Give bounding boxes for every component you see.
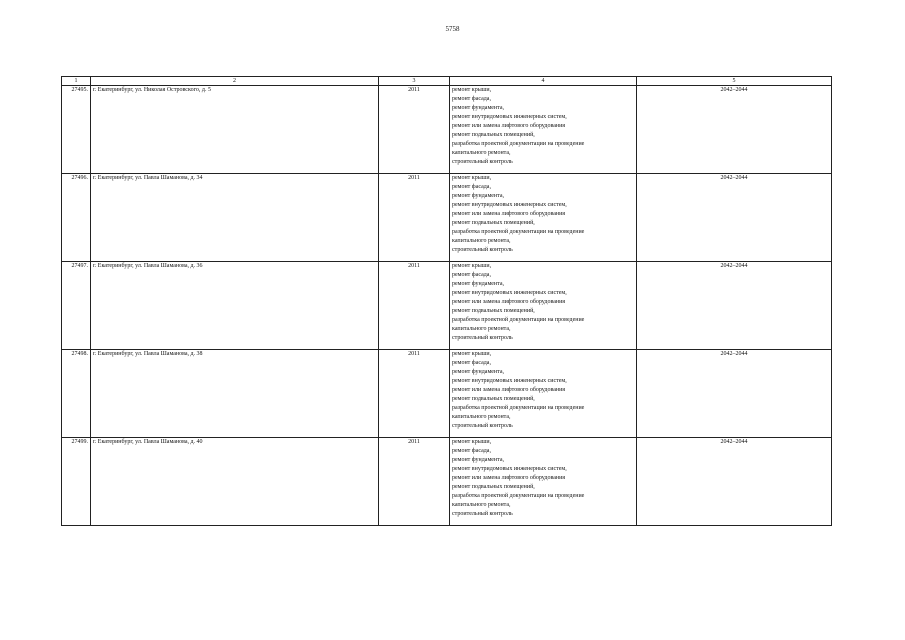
work-item: ремонт крыши, xyxy=(452,87,492,93)
works-cell xyxy=(450,174,637,262)
work-item: ремонт или замена лифтового оборудования xyxy=(452,123,566,130)
work-item: ремонт крыши, xyxy=(452,175,492,181)
work-item: ремонт фундамента, xyxy=(452,281,504,288)
work-item: ремонт подвальных помещений, xyxy=(452,396,535,403)
repair-program-table xyxy=(61,76,832,526)
work-item: ремонт внутридомовых инженерных систем, xyxy=(452,290,567,297)
period-cell: 2042–2044 xyxy=(637,86,832,174)
row-number: 27499. xyxy=(62,438,91,526)
work-item: ремонт подвальных помещений, xyxy=(452,308,535,315)
address-cell: г. Екатеринбург, ул. Павла Шаманова, д. 36 xyxy=(91,262,379,350)
works-cell xyxy=(450,262,637,350)
work-item: ремонт или замена лифтового оборудования xyxy=(452,387,566,394)
work-item: капитального ремонта, xyxy=(452,150,511,157)
page-number: 5758 xyxy=(445,25,460,33)
work-item: ремонт фундамента, xyxy=(452,105,504,112)
work-item: капитального ремонта, xyxy=(452,414,511,421)
work-item: ремонт фасада, xyxy=(452,360,491,367)
row-number: 27495. xyxy=(62,86,91,174)
work-item: ремонт подвальных помещений, xyxy=(452,484,535,491)
work-item: ремонт фасада, xyxy=(452,272,491,279)
row-number: 27497. xyxy=(62,262,91,350)
address-cell: г. Екатеринбург, ул. Павла Шаманова, д. 34 xyxy=(91,174,379,262)
work-item: разработка проектной документации на проведение xyxy=(452,141,585,148)
work-item: ремонт фундамента, xyxy=(452,457,504,464)
work-item: ремонт фасада, xyxy=(452,184,491,191)
work-item: ремонт крыши, xyxy=(452,351,492,357)
work-item: ремонт фундамента, xyxy=(452,193,504,200)
period-cell: 2042–2044 xyxy=(637,350,832,438)
header-cell-2: 2 xyxy=(91,77,379,86)
header-row xyxy=(62,77,832,86)
work-item: ремонт фасада, xyxy=(452,448,491,455)
period-cell: 2042–2044 xyxy=(637,262,832,350)
works-cell xyxy=(450,350,637,438)
row-number: 27496. xyxy=(62,174,91,262)
header-cell-5: 5 xyxy=(637,77,832,86)
work-item: строительный контроль xyxy=(452,423,513,430)
work-item: ремонт внутридомовых инженерных систем, xyxy=(452,378,567,385)
work-item: капитального ремонта, xyxy=(452,326,511,333)
work-item: строительный контроль xyxy=(452,511,513,518)
work-item: строительный контроль xyxy=(452,247,513,254)
address-cell: г. Екатеринбург, ул. Павла Шаманова, д. 40 xyxy=(91,438,379,526)
work-item: ремонт подвальных помещений, xyxy=(452,220,535,227)
work-item: капитального ремонта, xyxy=(452,238,511,245)
work-item: ремонт внутридомовых инженерных систем, xyxy=(452,114,567,121)
table-header xyxy=(62,77,832,86)
works-cell xyxy=(450,438,637,526)
header-cell-3: 3 xyxy=(379,77,450,86)
work-item: разработка проектной документации на проведение xyxy=(452,317,585,324)
table-row xyxy=(62,86,832,174)
work-item: ремонт внутридомовых инженерных систем, xyxy=(452,466,567,473)
period-cell: 2042–2044 xyxy=(637,174,832,262)
table-row xyxy=(62,350,832,438)
year-cell: 2011 xyxy=(379,174,450,262)
work-item: ремонт или замена лифтового оборудования xyxy=(452,475,566,482)
table-body xyxy=(62,86,832,526)
address-cell: г. Екатеринбург, ул. Павла Шаманова, д. 38 xyxy=(91,350,379,438)
work-item: разработка проектной документации на проведение xyxy=(452,405,585,412)
table-row xyxy=(62,174,832,262)
work-item: ремонт крыши, xyxy=(452,263,492,269)
header-cell-1: 1 xyxy=(62,77,91,86)
header-cell-4: 4 xyxy=(450,77,637,86)
work-item: ремонт фундамента, xyxy=(452,369,504,376)
work-item: строительный контроль xyxy=(452,159,513,166)
work-item: капитального ремонта, xyxy=(452,502,511,509)
year-cell: 2011 xyxy=(379,438,450,526)
work-item: ремонт крыши, xyxy=(452,439,492,445)
work-item: ремонт подвальных помещений, xyxy=(452,132,535,139)
address-cell: г. Екатеринбург, ул. Николая Островского, д. 5 xyxy=(91,86,379,174)
table-row xyxy=(62,438,832,526)
row-number: 27498. xyxy=(62,350,91,438)
year-cell: 2011 xyxy=(379,262,450,350)
year-cell: 2011 xyxy=(379,86,450,174)
work-item: ремонт или замена лифтового оборудования xyxy=(452,211,566,218)
work-item: ремонт или замена лифтового оборудования xyxy=(452,299,566,306)
period-cell: 2042–2044 xyxy=(637,438,832,526)
year-cell: 2011 xyxy=(379,350,450,438)
work-item: разработка проектной документации на проведение xyxy=(452,229,585,236)
work-item: ремонт фасада, xyxy=(452,96,491,103)
work-item: ремонт внутридомовых инженерных систем, xyxy=(452,202,567,209)
work-item: разработка проектной документации на проведение xyxy=(452,493,585,500)
work-item: строительный контроль xyxy=(452,335,513,342)
table-row xyxy=(62,262,832,350)
works-cell xyxy=(450,86,637,174)
